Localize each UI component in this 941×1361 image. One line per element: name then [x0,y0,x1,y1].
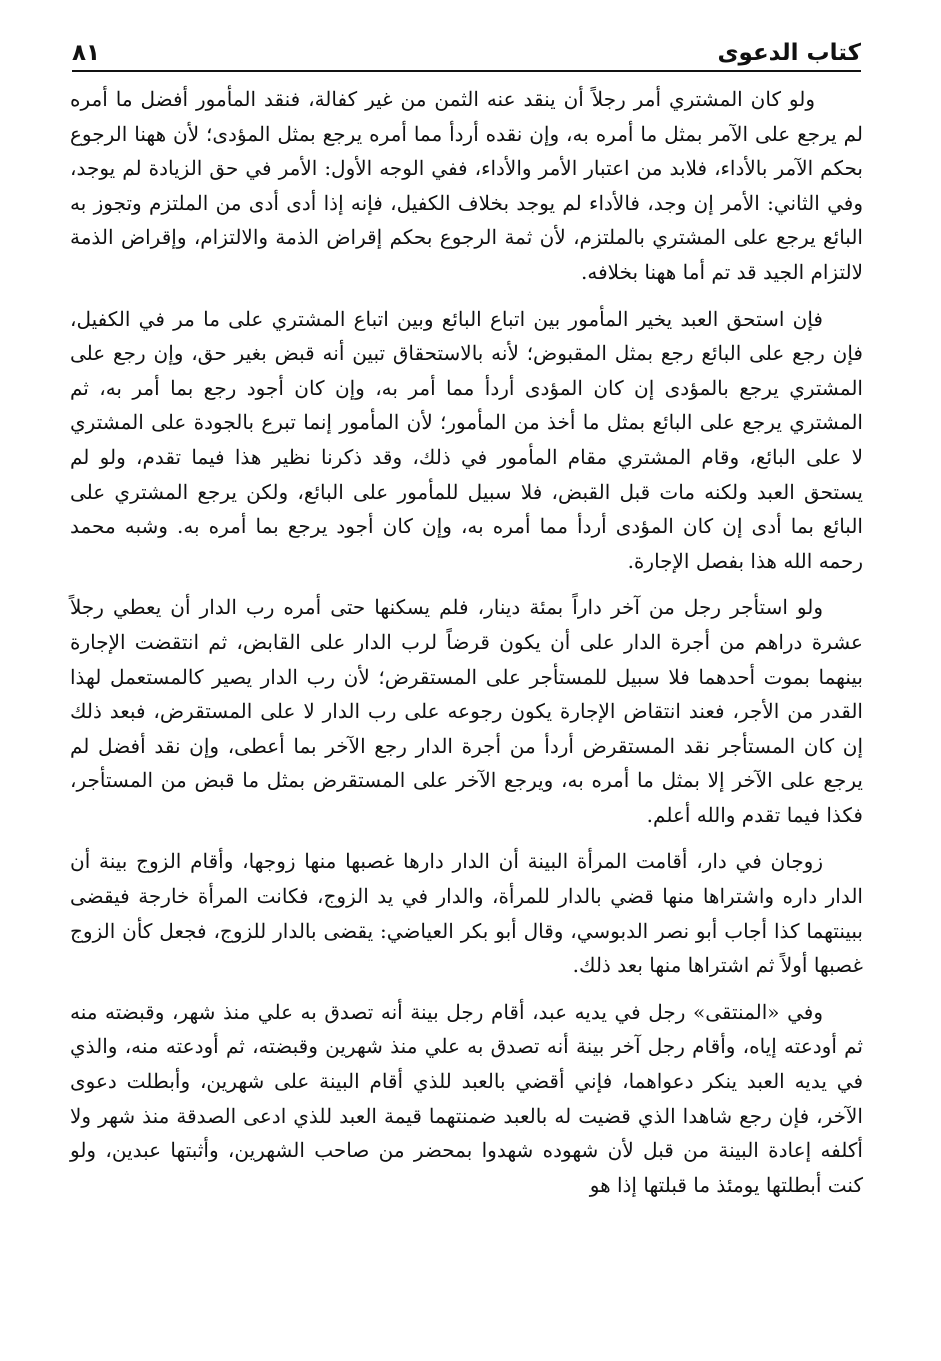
paragraph-3: ولو استأجر رجل من آخر داراً بمئة دينار، فلم يسكنها حتى أمره رب الدار أن يعطي رجلاً عشرة دراهم من أجرة الدار على أن يكون قرضاً لرب الدار على القابض، ثم انتقضت الإجارة بينهما بموت أحدهما فلا سبيل للمستأجر على المستقرض؛ لأن رب الدار يصير كالمستعمل لهذا القدر من الأجر، فعند انتقاض الإجارة يكون رجوعه على رب الدار لا على المستقرض، فبعد ذلك إن كان المستأجر نقد المستقرض أردأ من أجرة الدار رجع الآخر بما أعطى، وإن نقد أفضل لم يرجع على الآخر إلا بمثل ما أمره به، ويرجع الآخر على المستقرض بمثل ما قبض من المستأجر، فكذا فيما تقدم والله أعلم. [70,595,863,827]
paragraph-4: زوجان في دار، أقامت المرأة البينة أن الدار دارها غصبها منها زوجها، وأقام الزوج بينة أن الدار داره واشتراها منها قضي بالدار للمرأة، والدار في يد الزوج، فكانت المرأة خارجة فيقضى ببينتهما كذا أجاب أبو نصر الدبوسي، وقال أبو بكر العياضي: يقضى بالدار للزوج، فجعل كأن الزوج غصبها أولاً ثم اشتراها منها بعد ذلك. [70,849,863,978]
body-text [70,82,863,1214]
page-number: ٨١ [72,40,101,66]
running-header [72,22,861,72]
paragraph-1: ولو كان المشتري أمر رجلاً أن ينقد عنه الثمن من غير كفالة، فنقد المأمور أفضل ما أمره لم يرجع على الآمر بمثل ما أمره به، وإن نقده أردأ مما أمره يرجع بمثل المؤدى؛ لأن ههنا الرجوع بحكم الآمر بالأداء، فلابد من اعتبار الأمر والأداء، ففي الوجه الأول: الأمر في حق الزيادة لم يوجد، وفي الثاني: الأمر إن وجد، فالأداء لم يوجد بخلاف الكفيل، فإنه إذا أدى أدى من الملتزم وتجوز به البائع يرجع على المشتري بالملتزم، لأن ثمة الرجوع بحكم إقراض الذمة والالتزام، وإقراض الذمة لالتزام الجيد قد تم أما ههنا بخلافه. [70,87,863,284]
book-title: كتاب الدعوى [717,40,861,66]
paragraph-2: فإن استحق العبد يخير المأمور بين اتباع البائع وبين اتباع المشتري على ما مر في الكفيل، فإن رجع على البائع رجع بمثل المقبوض؛ لأنه بالاستحقاق تبين أنه قبض بغير حق، وإن رجع على المشتري يرجع بالمؤدى إن كان المؤدى أردأ مما أمر به، وإن كان أجود رجع بما أمر به، ثم المشتري يرجع على البائع بمثل ما أخذ من المأمور؛ لأن المأمور إنما تبرع بالجودة على المشتري لا على البائع، وقام المشتري مقام المأمور في ذلك، وقد ذكرنا نظير هذا فيما تقدم، ولو لم يستحق العبد ولكنه مات قبل القبض، فلا سبيل للمأمور على البائع، ولكن يرجع المشتري على البائع بما أدى إن كان المؤدى أردأ مما أمره به، وإن كان أجود يرجع بما أمره به. وشبه محمد رحمه الله هذا بفصل الإجارة. [70,306,863,573]
paragraph-5: وفي «المنتقى» رجل في يديه عبد، أقام رجل بينة أنه تصدق به علي منذ شهر، وقبضته منه ثم أودعته إياه، وأقام رجل آخر بينة أنه تصدق به علي منذ شهرين وقبضته، ثم أودعته منه، والذي في يديه العبد ينكر دعواهما، فإني أقضي بالعبد للذي أقام البينة على شهرين، وأبطلت دعوى الآخر، فإن رجع شاهدا الذي قضيت له بالعبد ضمنتهما قيمة العبد للذي ادعى الصدقة منذ شهر ولا أكلفه إعادة البينة من قبل لأن شهوده شهدوا بمحضر من صاحب الشهرين، وأثبتها عبدين، ولو كنت أبطلتها يومئذ ما قبلتها إذا هو [70,999,863,1197]
